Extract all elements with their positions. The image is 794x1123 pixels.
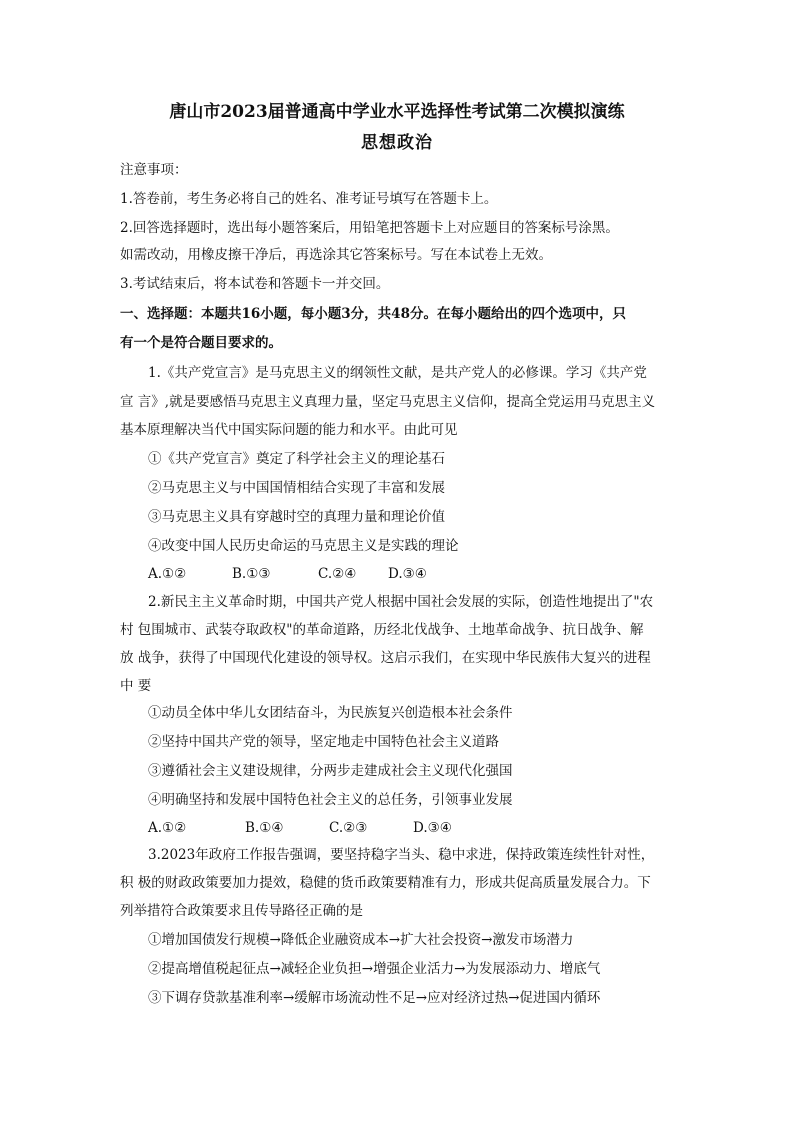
- question-2-stem: 村 包围城市、武装夺取政权"的革命道路，历经北伐战争、土地革命战争、抗日战争、解: [120, 622, 644, 638]
- question-1-item: ③马克思主义具有穿越时空的真理力量和理论价值: [148, 509, 445, 525]
- question-2-item: ③遵循社会主义建设规律，分两步走建成社会主义现代化强国: [148, 763, 513, 779]
- question-3-stem: 3.2023年政府工作报告强调，要坚持稳字当头、稳中求进，保持政策连续性针对性，: [148, 847, 655, 863]
- option-a: A.①②: [148, 566, 187, 582]
- option-d: D.③④: [413, 820, 452, 836]
- question-3-item: ②提高增值税起征点→减轻企业负担→增强企业活力→为发展添动力、增底气: [148, 961, 601, 977]
- section-heading: 一、选择题：本题共16小题，每小题3分，共48分。在每小题给出的四个选项中，只: [120, 306, 626, 322]
- question-1-item: ①《共产党宣言》奠定了科学社会主义的理论基石: [148, 451, 445, 467]
- question-2-stem: 2.新民主主义革命时期，中国共产党人根据中国社会发展的实际，创造性地提出了"农: [148, 594, 654, 610]
- exam-title: 唐山市2023届普通高中学业水平选择性考试第二次模拟演练: [169, 102, 625, 122]
- notice-item: 1.答卷前，考生务必将自己的姓名、准考证号填写在答题卡上。: [120, 191, 498, 207]
- notice-item: 3.考试结束后，将本试卷和答题卡一并交回。: [120, 276, 390, 292]
- option-d: D.③④: [388, 566, 427, 582]
- section-heading: 有一个是符合题目要求的。: [120, 335, 282, 351]
- question-1-options: [148, 564, 680, 584]
- notice-heading: 注意事项：: [120, 162, 188, 178]
- notice-item: 2.回答选择题时，选出每小题答案后，用铅笔把答题卡上对应题目的答案标号涂黑。: [120, 220, 619, 236]
- question-3-stem: 列举措符合政策要求且传导路径正确的是: [120, 903, 363, 919]
- question-1-item: ②马克思主义与中国国情相结合实现了丰富和发展: [148, 480, 445, 496]
- option-a: A.①②: [148, 820, 187, 836]
- question-1-item: ④改变中国人民历史命运的马克思主义是实践的理论: [148, 538, 459, 554]
- question-1-stem: 基本原理解决当代中国实际问题的能力和水平。由此可见: [120, 422, 458, 438]
- option-c: C.②③: [329, 820, 368, 836]
- question-2-options: [148, 818, 680, 838]
- question-3-item: ①增加国债发行规模→降低企业融资成本→扩大社会投资→激发市场潜力: [148, 932, 574, 948]
- option-b: B.①④: [245, 820, 284, 836]
- question-2-item: ②坚持中国共产党的领导，坚定地走中国特色社会主义道路: [148, 734, 499, 750]
- notice-item: 如需改动，用橡皮擦干净后，再选涂其它答案标号。写在本试卷上无效。: [120, 247, 552, 263]
- question-1-stem: 宣 言》,就是要感悟马克思主义真理力量，坚定马克思主义信仰，提高全党运用马克思主义: [120, 394, 656, 410]
- question-3-item: ③下调存贷款基准利率→缓解市场流动性不足→应对经济过热→促进国内循环: [148, 990, 601, 1006]
- question-2-stem: 放 战争，获得了中国现代化建设的领导权。这启示我们，在实现中华民族伟大复兴的进程: [120, 650, 651, 666]
- exam-subject: 思想政治: [361, 133, 433, 153]
- question-1-stem: 1.《共产党宣言》是马克思主义的纲领性文献，是共产党人的必修课。学习《共产党: [148, 365, 647, 381]
- question-2-item: ④明确坚持和发展中国特色社会主义的总任务，引领事业发展: [148, 792, 513, 808]
- option-b: B.①③: [232, 566, 271, 582]
- question-2-stem: 中 要: [120, 678, 152, 694]
- option-c: C.②④: [318, 566, 357, 582]
- question-3-stem: 积 极的财政政策要加力提效，稳健的货币政策要精准有力，形成共促高质量发展合力。下: [120, 875, 651, 891]
- question-2-item: ①动员全体中华儿女团结奋斗，为民族复兴创造根本社会条件: [148, 705, 513, 721]
